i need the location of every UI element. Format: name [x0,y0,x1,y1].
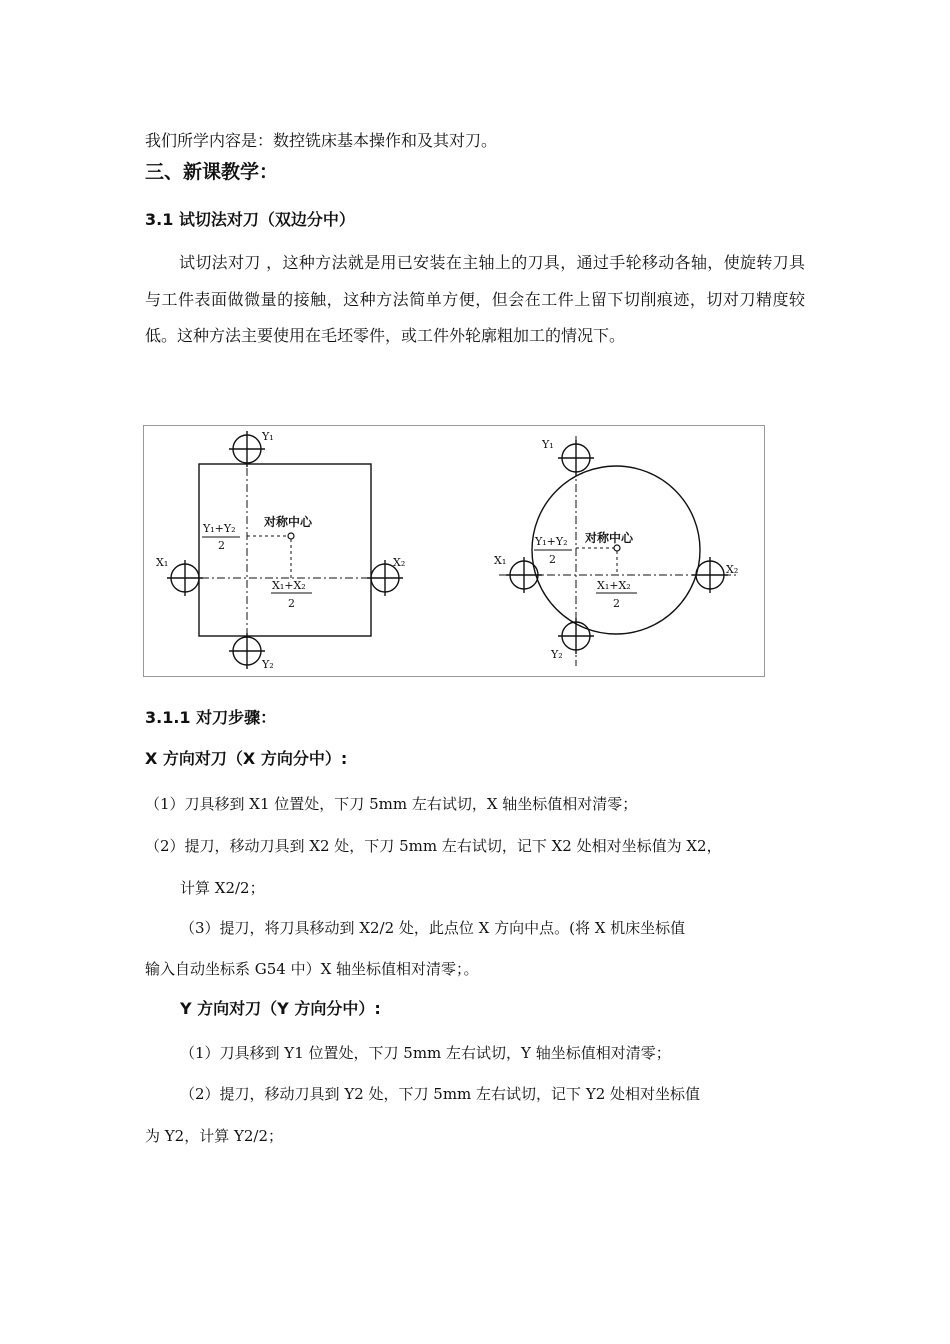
label-y2-left: Y₂ [262,658,274,671]
tool-x1 [167,560,203,596]
tool-setting-figure [143,425,765,677]
x-formula-top-right: X₁+X₂ [597,579,631,592]
tool-x2-right [692,557,728,593]
label-x1-right: X₁ [494,554,507,567]
tool-y2 [229,633,265,669]
x-step-3: （3）提刀，将刀具移动到 X2/2 处，此点位 X 方向中点。(将 X 机床坐标值 [180,919,686,937]
label-x2-right: X₂ [726,563,739,576]
label-y2-right: Y₂ [551,648,563,661]
x-formula-bottom-left: 2 [288,597,295,610]
intro-paragraph: 试切法对刀 ，这种方法就是用已安装在主轴上的刀具，通过手轮移动各轴，使旋转刀具与工件表面做微量的接触，这种方法简单方便，但会在工件上留下切削痕迹，切对刀精度较低。这种方法主要使用在毛坯零件，或工件外轮廓粗加工的情况下。 [145,253,805,345]
subsection-title: 3.1 试切法对刀（双边分中） [145,210,355,229]
tool-y2-right [558,618,594,654]
figure-diagram [144,426,764,676]
x-step-3-cont: 输入自动坐标系 G54 中）X 轴坐标值相对清零；。 [145,960,479,978]
center-label-left: 对称中心 [264,515,313,529]
x-direction-title: X 方向对刀（X 方向分中）: [145,749,348,768]
y-formula-top-left: Y₁+Y₂ [203,522,236,535]
tool-x1-right [506,557,542,593]
label-y1-left: Y₁ [262,430,274,443]
symmetry-center-point [288,533,294,539]
rectangle-labels [156,430,405,671]
circle-labels [494,438,738,661]
label-y1-right: Y₁ [542,438,554,451]
y-direction-title: Y 方向对刀（Y 方向分中）: [180,999,381,1018]
x-formula-bottom-right: 2 [613,597,620,610]
center-label-right: 对称中心 [585,531,634,545]
x-step-1: （1）刀具移到 X1 位置处，下刀 5mm 左右试切，X 轴坐标值相对清零； [145,795,638,813]
y-step-1: （1）刀具移到 Y1 位置处，下刀 5mm 左右试切，Y 轴坐标值相对清零； [180,1044,671,1062]
x-step-2-cont: 计算 X2/2； [180,879,265,897]
y-step-2: （2）提刀，移动刀具到 Y2 处，下刀 5mm 左右试切，记下 Y2 处相对坐标值 [180,1085,701,1103]
label-x2-left: X₂ [393,556,406,569]
intro-line: 我们所学内容是：数控铣床基本操作和及其对刀。 [145,131,498,150]
x-formula-top-left: X₁+X₂ [272,579,306,592]
steps-title: 3.1.1 对刀步骤： [145,708,277,727]
symmetry-center-point-right [614,545,620,551]
rectangle-diagram [167,431,406,669]
y-formula-bottom-right: 2 [549,553,556,566]
y-step-2-cont: 为 Y2，计算 Y2/2； [145,1127,284,1145]
circle-diagram [499,436,739,666]
label-x1-left: X₁ [156,556,169,569]
y-formula-bottom-left: 2 [218,539,225,552]
x-step-2: （2）提刀，移动刀具到 X2 处，下刀 5mm 左右试切，记下 X2 处相对坐标值为 X2， [145,837,722,855]
y-formula-top-right: Y₁+Y₂ [535,535,568,548]
tool-y1 [229,431,265,467]
section-title: 三、新课教学： [145,161,279,183]
